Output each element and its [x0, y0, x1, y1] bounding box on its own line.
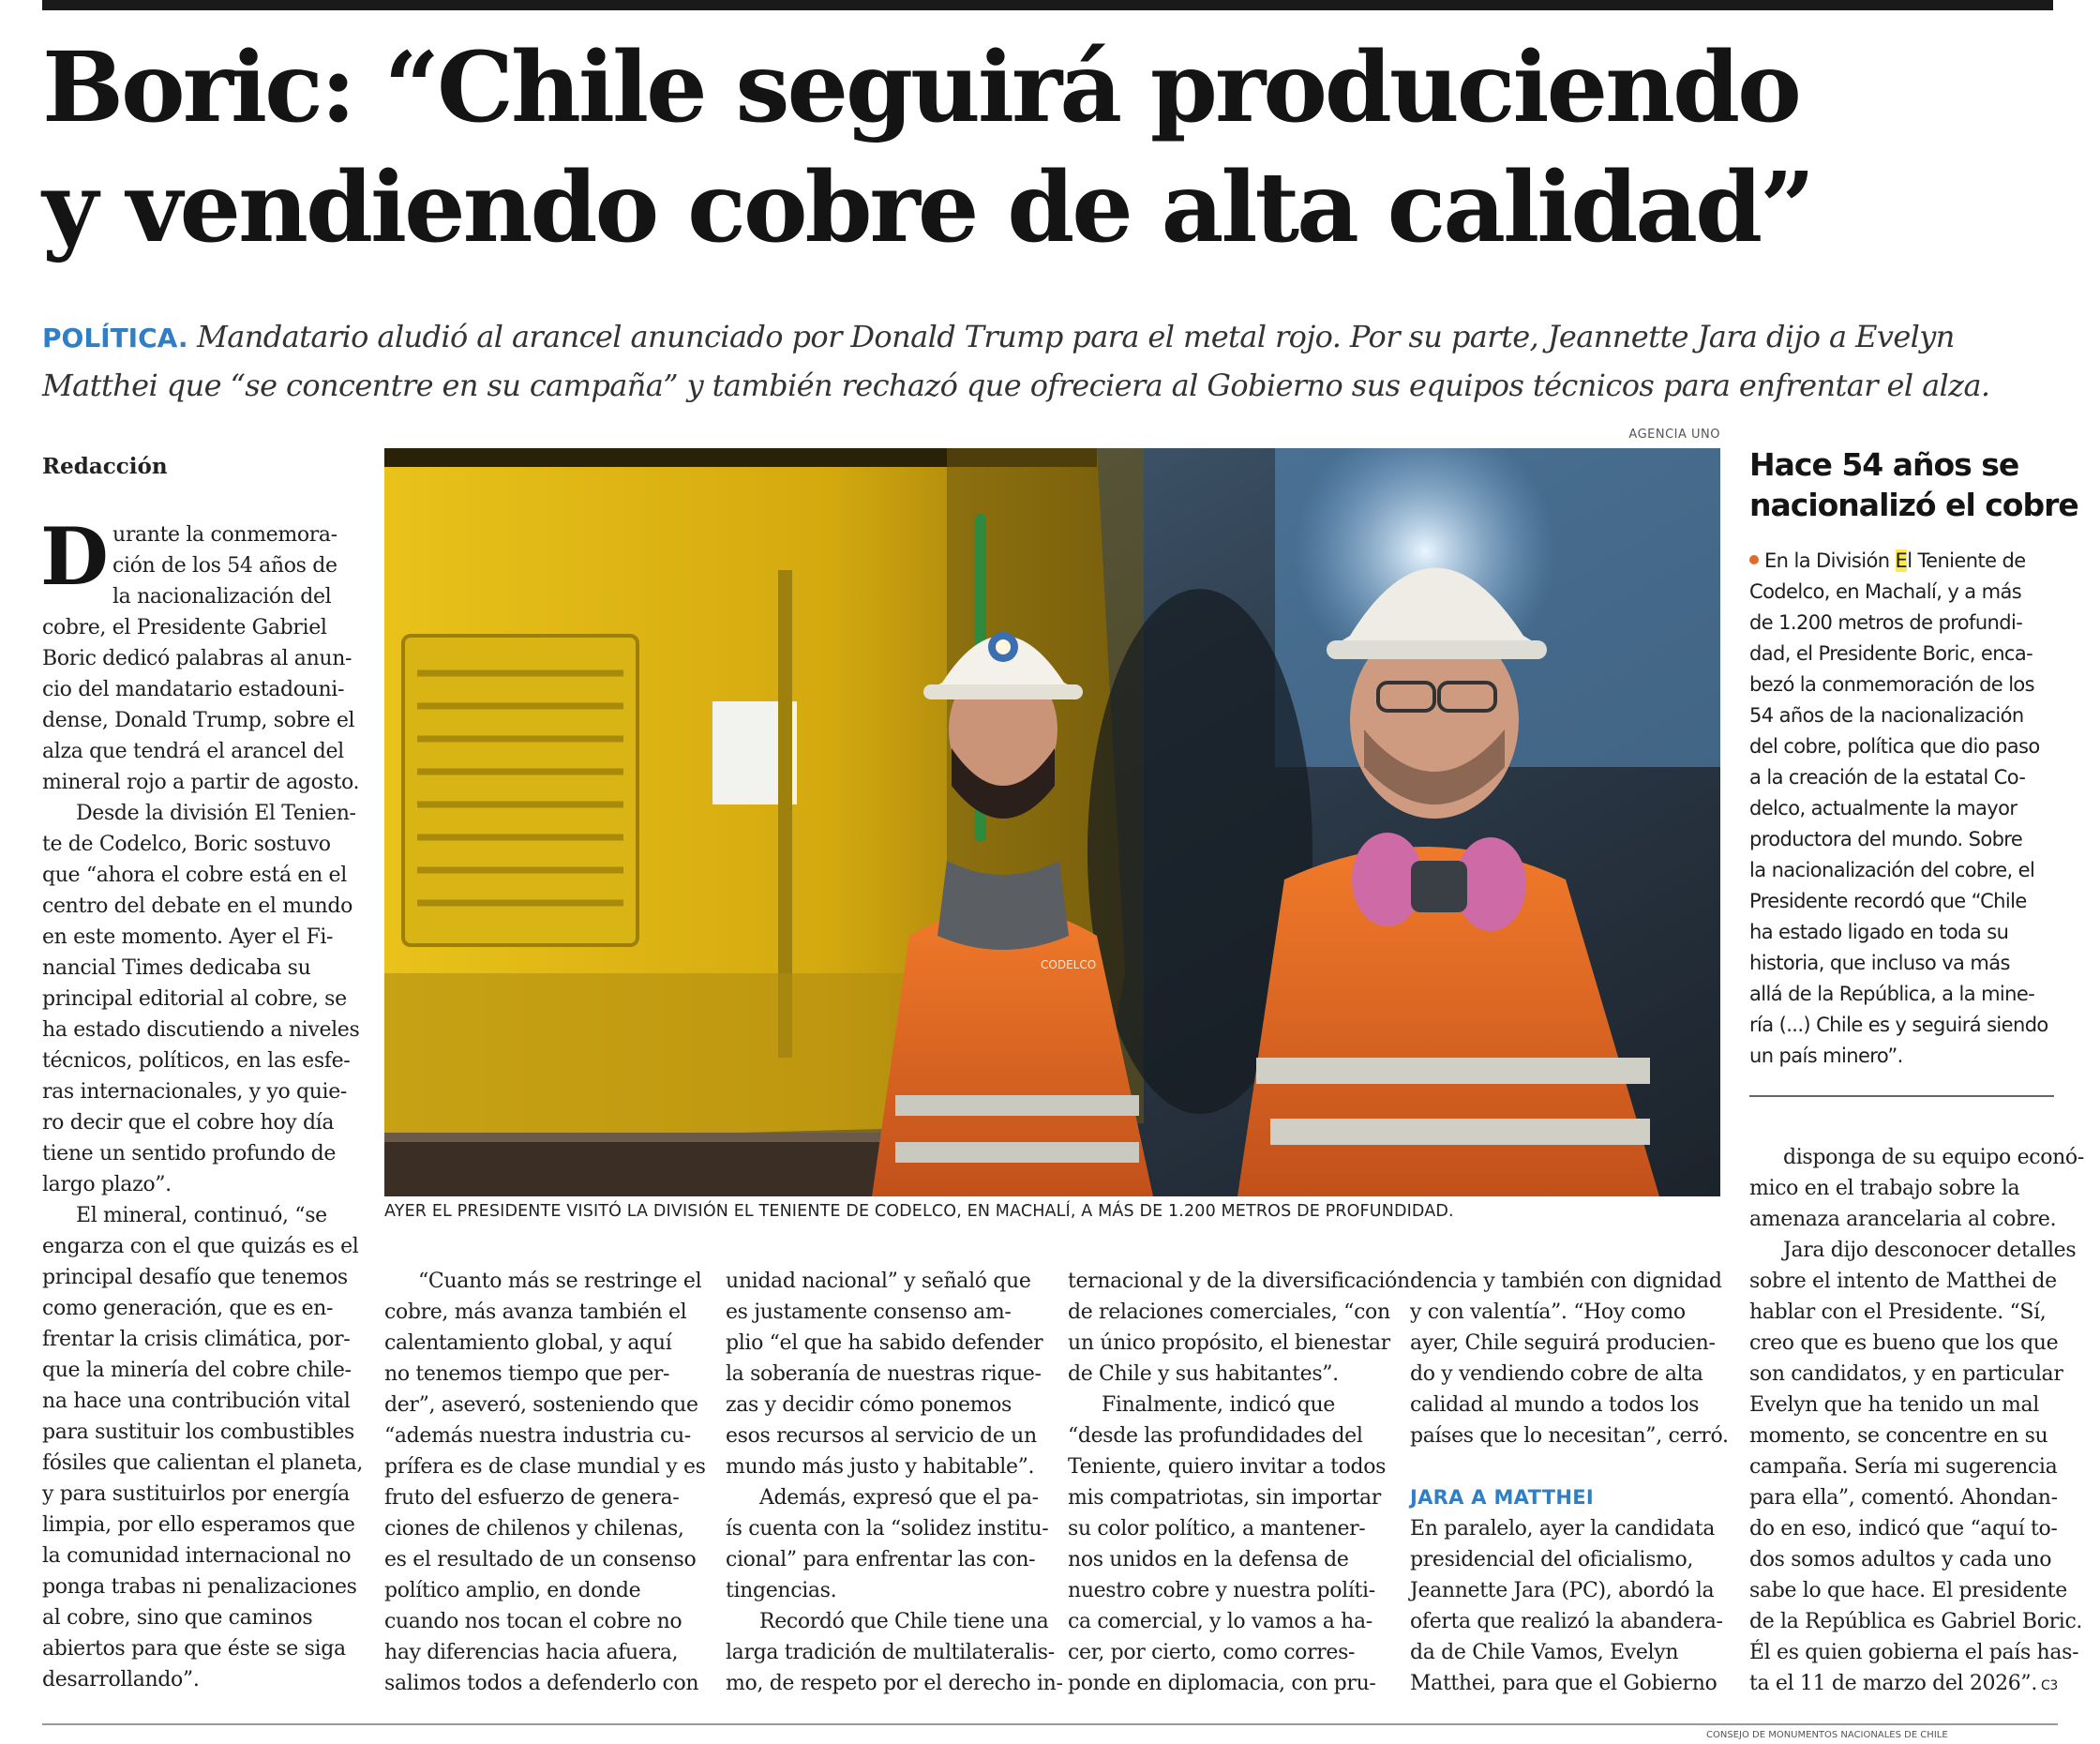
text-line: la comunidad internacional no	[42, 1544, 352, 1568]
jacket-logo: CODELCO	[1041, 958, 1097, 971]
text-line: tiene un sentido profundo de	[42, 1142, 337, 1165]
text-line: cio del mandatario estadouni-	[42, 678, 345, 701]
sidebar-first-line-pre: En la División	[1764, 549, 1896, 572]
text-line: Matthei, para que el Gobierno	[1410, 1672, 1718, 1695]
news-photo	[384, 448, 1720, 1196]
text-line: cobre, más avanza también el	[384, 1300, 687, 1324]
text-line: na hace una contribución vital	[42, 1390, 351, 1413]
text-line: dense, Donald Trump, sobre el	[42, 709, 355, 732]
text-line: dos somos adultos y cada uno	[1749, 1548, 2052, 1571]
sidebar-title-line-1: Hace 54 años se	[1749, 446, 2019, 483]
sidebar-title-line-2: nacionalizó el cobre	[1749, 487, 2078, 523]
text-line: El mineral, continuó, “se	[76, 1204, 327, 1227]
text-line: campaña. Sería mi sugerencia	[1749, 1455, 2058, 1479]
text-line: ponde en diplomacia, con pru-	[1068, 1672, 1376, 1695]
text-line: y para sustituirlos por energía	[42, 1482, 350, 1506]
text-line: engarza con el que quizás es el	[42, 1235, 359, 1258]
section-subhead: JARA A MATTHEI	[1410, 1486, 1594, 1509]
text-line: ha estado ligado en toda su	[1749, 921, 2009, 943]
article-column-6	[1749, 1142, 2084, 1699]
text-line: al cobre, sino que caminos	[42, 1606, 313, 1630]
text-line: larga tradición de multilateralis-	[726, 1641, 1055, 1664]
text-line: presidencial del oficialismo,	[1410, 1548, 1694, 1571]
mine-visit-illustration	[384, 448, 1720, 1196]
text-line: político amplio, en donde	[384, 1579, 641, 1602]
text-line: frentar la crisis climática, por-	[42, 1328, 351, 1351]
text-line: países que lo necesitan”, cerró.	[1410, 1424, 1729, 1448]
text-line: Él es quien gobierna el país has-	[1749, 1641, 2079, 1664]
text-line: “desde las profundidades del	[1068, 1424, 1363, 1448]
text-line: nancial Times dedicaba su	[42, 956, 311, 980]
text-line: delco, actualmente la mayor	[1749, 797, 2018, 819]
text-line: tingencias.	[726, 1579, 837, 1602]
text-line: bezó la conmemoración de los	[1749, 673, 2035, 696]
text-line: salimos todos a defenderlo con	[384, 1672, 699, 1695]
text-line: esos recursos al servicio de un	[726, 1424, 1037, 1448]
text-line: la soberanía de nuestras rique-	[726, 1362, 1042, 1386]
footer-text: CONSEJO DE MONUMENTOS NACIONALES DE CHILE	[1706, 1730, 1948, 1739]
text-line: dad, el Presidente Boric, enca-	[1749, 642, 2033, 665]
text-line: do en eso, indicó que “aquí to-	[1749, 1517, 2058, 1541]
headline-line-2: y vendiendo cobre de alta calidad”	[42, 151, 1813, 264]
sidebar-first-line-post: l Teniente de	[1907, 549, 2026, 572]
deck-text-1: Mandatario aludió al arancel anunciado por Donald Trump para el metal rojo. Por su parte, Jeannette Jara dijo a Evelyn	[197, 319, 1955, 354]
text-line: Teniente, quiero invitar a todos	[1068, 1455, 1387, 1479]
text-line: En paralelo, ayer la candidata	[1410, 1517, 1715, 1541]
byline: Redacción	[42, 454, 168, 479]
text-line: como generación, que es en-	[42, 1297, 334, 1320]
text-line: sobre el intento de Matthei de	[1749, 1270, 2057, 1293]
text-line: Finalmente, indicó que	[1102, 1393, 1335, 1417]
text-line: ción de los 54 años de	[112, 554, 338, 578]
text-line: oferta que realizó la abandera-	[1410, 1610, 1723, 1633]
spacer	[1410, 1451, 1719, 1482]
text-line: fósiles que calientan el planeta,	[42, 1451, 364, 1475]
text-line: fruto del esfuerzo de genera-	[384, 1486, 680, 1510]
text-line: ras internacionales, y yo quie-	[42, 1080, 347, 1104]
text-line: un único propósito, el bienestar	[1068, 1331, 1390, 1355]
text-line: son candidatos, y en particular	[1749, 1362, 2063, 1386]
text-line: del cobre, política que dio paso	[1749, 735, 2040, 758]
text-line: do y vendiendo cobre de alta	[1410, 1362, 1703, 1386]
text-line: ría (...) Chile es y seguirá siendo	[1749, 1014, 2048, 1036]
text-line: mineral rojo a partir de agosto.	[42, 771, 360, 794]
text-line: urante la conmemora-	[112, 523, 338, 547]
text-line: para sustituir los combustibles	[42, 1421, 354, 1444]
text-line: centro del debate en el mundo	[42, 895, 353, 918]
text-line: ponga trabas ni penalizaciones	[42, 1575, 357, 1599]
text-line: 54 años de la nacionalización	[1749, 704, 2024, 727]
bottom-rule	[42, 1723, 2058, 1725]
text-line: Desde la división El Tenien-	[76, 802, 356, 825]
text-line: te de Codelco, Boric sostuvo	[42, 833, 331, 856]
top-rule	[42, 0, 2053, 10]
text-line: técnicos, políticos, en las esfe-	[42, 1049, 351, 1073]
photo-credit: AGENCIA UNO	[1628, 428, 1720, 442]
text-line: principal desafío que tenemos	[42, 1266, 348, 1289]
text-line: ís cuenta con la “solidez institu-	[726, 1517, 1049, 1541]
highlight-mark: E	[1895, 549, 1908, 572]
text-line: abiertos para que éste se siga	[42, 1637, 346, 1661]
text-line: de la República es Gabriel Boric.	[1749, 1610, 2083, 1633]
text-line: y con valentía”. “Hoy como	[1410, 1300, 1686, 1324]
text-line: no tenemos tiempo que per-	[384, 1362, 670, 1386]
text-line: mo, de respeto por el derecho in-	[726, 1672, 1063, 1695]
text-line: es justamente consenso am-	[726, 1300, 1012, 1324]
text-line: plio “el que ha sabido defender	[726, 1331, 1043, 1355]
text-line: en este momento. Ayer el Fi-	[42, 925, 334, 949]
text-line: ca comercial, y lo vamos a ha-	[1068, 1610, 1372, 1633]
sidebar-title	[1749, 444, 2078, 525]
text-line: calidad al mundo a todos los	[1410, 1393, 1700, 1417]
text-line: nos unidos en la defensa de	[1068, 1548, 1349, 1571]
text-line: mundo más justo y habitable”.	[726, 1455, 1035, 1479]
text-line: Evelyn que ha tenido un mal	[1749, 1393, 2039, 1417]
text-line: Presidente recordó que “Chile	[1749, 890, 2027, 912]
text-line: Jara dijo desconocer detalles	[1783, 1239, 2077, 1262]
text-line: cer, por cierto, como corres-	[1068, 1641, 1356, 1664]
text-line: dencia y también con dignidad	[1410, 1270, 1722, 1293]
end-mark-icon: C3	[2040, 1678, 2058, 1693]
text-line: creo que es bueno que los que	[1749, 1331, 2059, 1355]
text-line: historia, que incluso va más	[1749, 952, 2010, 974]
sidebar-first-line	[1749, 546, 2059, 577]
text-line: unidad nacional” y señaló que	[726, 1270, 1031, 1293]
headline	[42, 28, 2058, 268]
article-column-1	[40, 510, 364, 1695]
text-line: mico en el trabajo sobre la	[1749, 1177, 2020, 1200]
text-line: prífera es de clase mundial y es	[384, 1455, 706, 1479]
text-line: para ella”, comentó. Ahondan-	[1749, 1486, 2058, 1510]
text-line: de relaciones comerciales, “con	[1068, 1300, 1390, 1324]
text-line: su color político, a mantener-	[1068, 1517, 1366, 1541]
text-line: principal editorial al cobre, se	[42, 987, 347, 1011]
text-line: da de Chile Vamos, Evelyn	[1410, 1641, 1679, 1664]
text-line: Boric dedicó palabras al anun-	[42, 647, 352, 670]
text-line: de Chile y sus habitantes”.	[1068, 1362, 1339, 1386]
text-line: limpia, por ello esperamos que	[42, 1513, 355, 1537]
text-line: “Cuanto más se restringe el	[418, 1270, 702, 1293]
deck	[42, 313, 2058, 409]
text-line: nuestro cobre y nuestra políti-	[1068, 1579, 1375, 1602]
photo-caption: AYER EL PRESIDENTE VISITÓ LA DIVISIÓN EL TENIENTE DE CODELCO, EN MACHALÍ, A MÁS DE 1.200 METROS DE PROFUNDIDAD.	[384, 1202, 1454, 1221]
text-line: ta el 11 de marzo del 2026”.	[1749, 1672, 2037, 1695]
text-line: momento, se concentre en su	[1749, 1424, 2048, 1448]
text-line: ha estado discutiendo a niveles	[42, 1018, 360, 1042]
last-text-line	[1749, 1668, 2059, 1699]
text-line: amenaza arancelaria al cobre.	[1749, 1208, 2057, 1231]
section-kicker: POLÍTICA.	[42, 323, 188, 353]
text-line: un país minero”.	[1749, 1045, 1903, 1067]
deck-line-2: Matthei que “se concentre en su campaña” y también rechazó que ofreciera al Gobierno sus equipos técnicos para enfrentar el alza.	[42, 368, 1990, 403]
text-line: alza que tendrá el arancel del	[42, 740, 344, 763]
text-line: de 1.200 metros de profundi-	[1749, 611, 2023, 634]
text-line: que “ahora el cobre está en el	[42, 864, 347, 887]
article-column-2	[384, 1266, 706, 1699]
text-line: la nacionalización del cobre, el	[1749, 859, 2035, 881]
text-line: allá de la República, a la mine-	[1749, 983, 2035, 1005]
bullet-dot-icon	[1749, 555, 1759, 564]
headline-line-1: Boric: “Chile seguirá produciendo	[42, 31, 1799, 144]
text-line: hablar con el Presidente. “Sí,	[1749, 1300, 2047, 1324]
text-line: Además, expresó que el pa-	[759, 1486, 1039, 1510]
article-column-3	[726, 1266, 1063, 1699]
text-line: hay diferencias hacia afuera,	[384, 1641, 679, 1664]
text-line: largo plazo”.	[42, 1173, 172, 1196]
text-line: Jeannette Jara (PC), abordó la	[1410, 1579, 1715, 1602]
text-line: cional” para enfrentar las con-	[726, 1548, 1036, 1571]
text-line: mis compatriotas, sin importar	[1068, 1486, 1381, 1510]
text-line: a la creación de la estatal Co-	[1749, 766, 2026, 789]
text-line: Recordó que Chile tiene una	[759, 1610, 1049, 1633]
text-line: ciones de chilenos y chilenas,	[384, 1517, 684, 1541]
text-line: que la minería del cobre chile-	[42, 1359, 352, 1382]
text-line: desarrollando”.	[42, 1668, 200, 1691]
text-line: cobre, el Presidente Gabriel	[42, 616, 327, 639]
text-line: sabe lo que hace. El presidente	[1749, 1579, 2067, 1602]
text-line: es el resultado de un consenso	[384, 1548, 697, 1571]
sidebar-divider	[1749, 1095, 2054, 1097]
text-line: “además nuestra industria cu-	[384, 1424, 691, 1448]
article-column-5	[1410, 1266, 1729, 1699]
drop-cap: D	[40, 510, 109, 603]
text-line: disponga de su equipo econó-	[1783, 1146, 2084, 1169]
text-line: Codelco, en Machalí, y a más	[1749, 580, 2022, 603]
text-line: la nacionalización del	[112, 585, 332, 609]
article-column-4	[1068, 1266, 1410, 1699]
text-line: ternacional y de la diversificación	[1068, 1270, 1410, 1293]
text-line: ayer, Chile seguirá producien-	[1410, 1331, 1716, 1355]
sidebar-body	[1749, 546, 2059, 1072]
deck-line-1	[42, 313, 2058, 362]
text-line: ro decir que el cobre hoy día	[42, 1111, 335, 1135]
text-line: cuando nos tocan el cobre no	[384, 1610, 682, 1633]
text-line: productora del mundo. Sobre	[1749, 828, 2023, 850]
text-line: zas y decidir cómo ponemos	[726, 1393, 1012, 1417]
text-line: der”, aseveró, sosteniendo que	[384, 1393, 698, 1417]
text-line: calentamiento global, y aquí	[384, 1331, 672, 1355]
